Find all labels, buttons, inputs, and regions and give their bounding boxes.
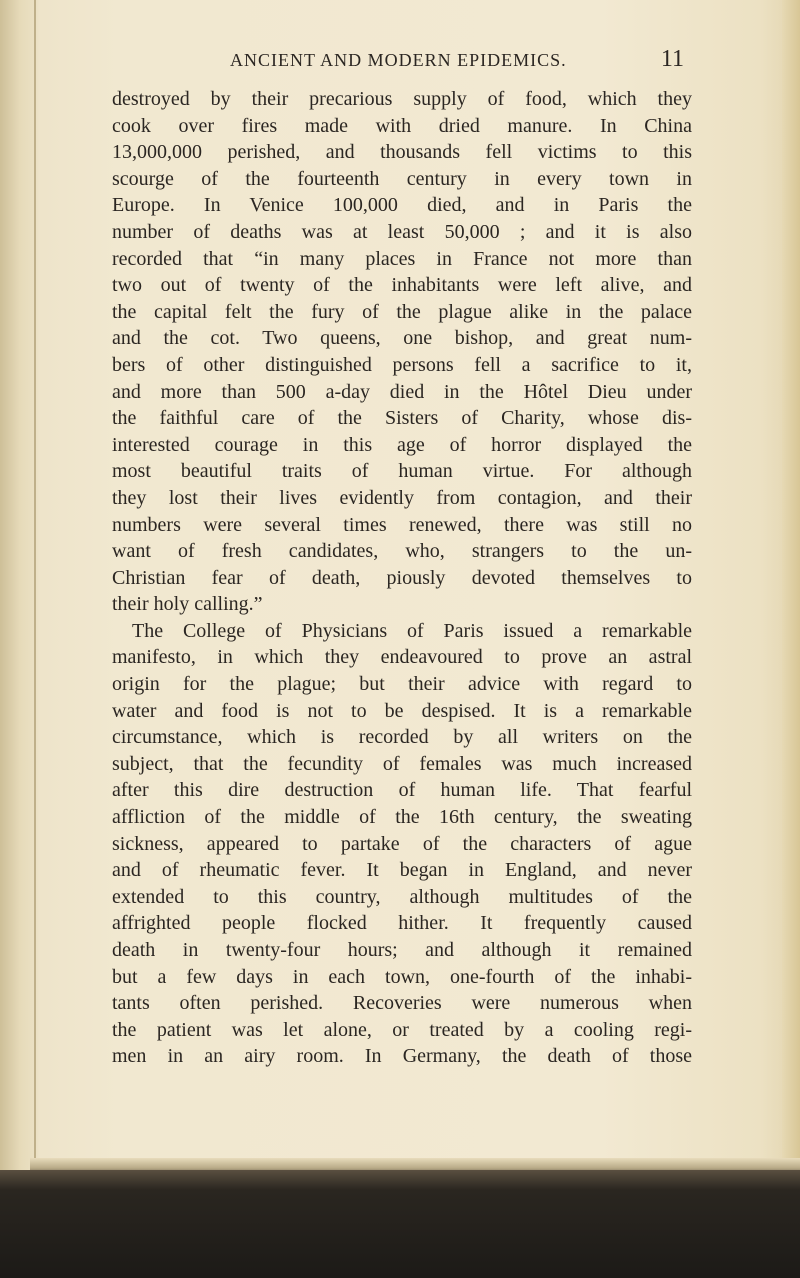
text-line: circumstance, which is recorded by all writers on the — [112, 726, 692, 749]
page-edge — [782, 0, 800, 1278]
text-line: extended to this country, although multitudes of the — [112, 885, 692, 908]
text-line: two out of twenty of the inhabitants were left alive, and — [112, 274, 692, 297]
text-line: bers of other distinguished persons fell a sacrifice to it, — [112, 353, 692, 376]
text-line: they lost their lives evidently from contagion, and their — [112, 486, 692, 509]
text-line: destroyed by their precarious supply of food, which they — [112, 88, 692, 110]
text-line: affrighted people flocked hither. It frequently caused — [112, 912, 692, 935]
text-line: number of deaths was at least 50,000 ; and it is also — [112, 220, 692, 243]
text-line: tants often perished. Recoveries were numerous when — [112, 992, 692, 1015]
text-line: Christian fear of death, piously devoted themselves to — [112, 566, 692, 589]
text-line: 13,000,000 perished, and thousands fell victims to this — [112, 141, 692, 164]
text-line: The College of Physicians of Paris issued a remarkable — [132, 619, 692, 642]
text-line: the faithful care of the Sisters of Charity, whose dis- — [112, 407, 692, 430]
text-line: scourge of the fourteenth century in every town in — [112, 167, 692, 190]
body-text — [112, 86, 692, 1070]
page-header — [112, 46, 684, 78]
text-line: interested courage in this age of horror displayed the — [112, 433, 692, 456]
text-line: affliction of the middle of the 16th century, the sweating — [112, 806, 692, 829]
text-line: and the cot. Two queens, one bishop, and great num- — [112, 327, 692, 350]
text-line: numbers were several times renewed, there was still no — [112, 513, 692, 536]
text-line: Europe. In Venice 100,000 died, and in Paris the — [112, 194, 692, 217]
text-line: death in twenty-four hours; and although it remained — [112, 939, 692, 961]
page-gutter — [0, 0, 38, 1278]
book-cover-shadow — [0, 1170, 800, 1278]
text-line: subject, that the fecundity of females was much increased — [112, 752, 692, 775]
text-line: after this dire destruction of human life. That fearful — [112, 779, 692, 802]
text-line: cook over fires made with dried manure. In China — [112, 114, 692, 137]
text-line: recorded that “in many places in France not more than — [112, 247, 692, 270]
text-line: the capital felt the fury of the plague alike in the palace — [112, 300, 692, 323]
text-line: want of fresh candidates, who, strangers to the un- — [112, 540, 692, 563]
text-line: the patient was let alone, or treated by a cooling regi- — [112, 1018, 692, 1041]
text-line: sickness, appeared to partake of the characters of ague — [112, 832, 692, 855]
text-line: manifesto, in which they endeavoured to prove an astral — [112, 646, 692, 669]
text-line: water and food is not to be despised. It is a remarkable — [112, 699, 692, 722]
page-number: 11 — [660, 46, 684, 72]
text-line: men in an airy room. In Germany, the death of those — [112, 1045, 692, 1068]
text-line: their holy calling.” — [112, 593, 263, 616]
binding-edge — [34, 0, 36, 1278]
text-line: but a few days in each town, one-fourth of the inhabi- — [112, 965, 692, 988]
text-line: and of rheumatic fever. It began in England, and never — [112, 859, 692, 882]
text-line: most beautiful traits of human virtue. For although — [112, 460, 692, 483]
text-line: and more than 500 a-day died in the Hôtel Dieu under — [112, 380, 692, 403]
running-head: ANCIENT AND MODERN EPIDEMICS. — [230, 50, 567, 70]
text-line: origin for the plague; but their advice with regard to — [112, 673, 692, 696]
